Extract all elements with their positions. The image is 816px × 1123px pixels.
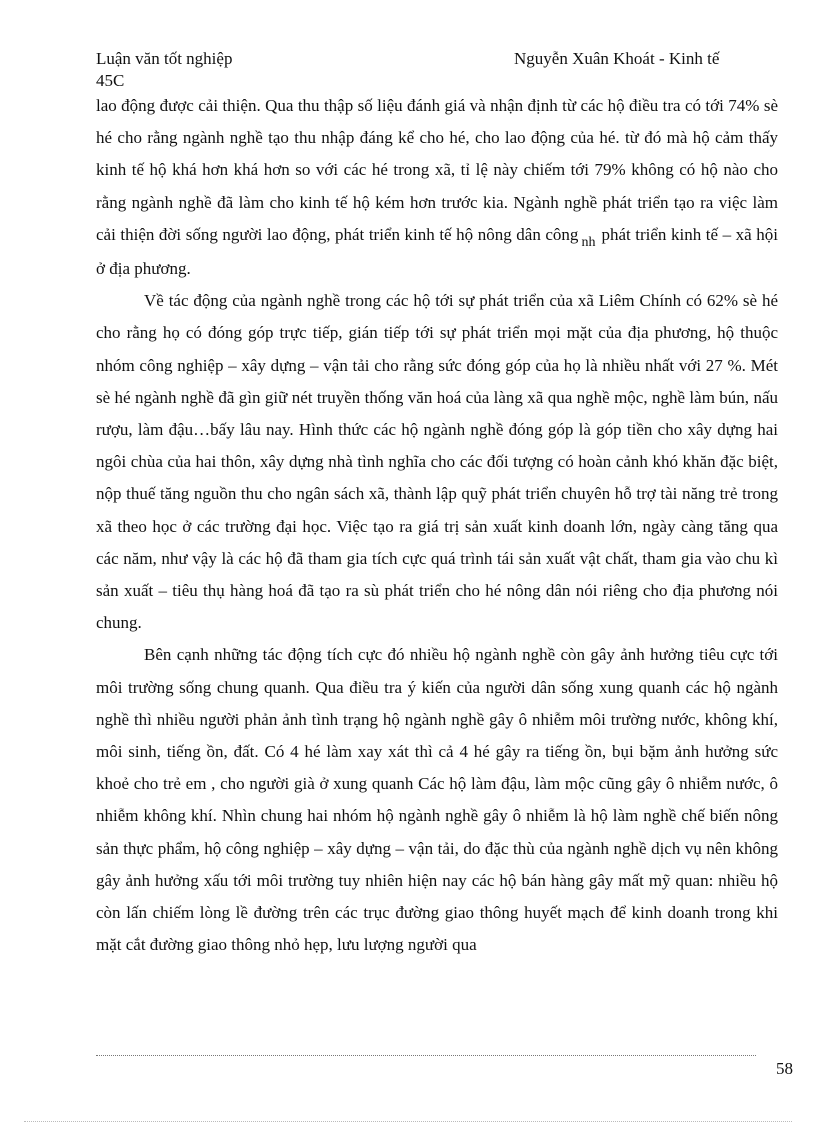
header-title-line2: 45C [96, 71, 125, 90]
page-number: 58 [776, 1059, 793, 1078]
paragraph-1 [96, 90, 778, 285]
paragraph-3: Bên cạnh những tác động tích cực đó nhiều hộ ngành nghề còn gây ảnh hưởng tiêu cực tới môi trường sống chung quanh. Qua điều tra ý kiến của người dân sống xung quanh các hộ ngành nghề thì nhiều người phản ảnh tình trạng hộ ngành nghề gây ô nhiễm môi trường nước, không khí, môi sinh, tiếng ồn, đất. Có 4 hé làm xay xát thì cả 4 hé gây ra tiếng ồn, bụi bặm ảnh hưởng sức khoẻ cho trẻ em , cho người già ở xung quanh Các hộ làm đậu, làm mộc cũng gây ô nhiễm nước, ô nhiễm không khí. Nhìn chung hai nhóm hộ ngành nghề gây ô nhiễm là hộ làm nghề chế biến nông sản thực phẩm, hộ công nghiệp – xây dựng – vận tải, do đặc thù của ngành nghề dịch vụ nên không gây ảnh hưởng xấu tới môi trường tuy nhiên hiện nay các hộ bán hàng gây mất mỹ quan: nhiều hộ còn lấn chiếm lòng lề đường trên các trục đường giao thông huyết mạch để kinh doanh trong khi mặt cắt đường giao thông nhỏ hẹp, lưu lượng người qua [96, 645, 778, 955]
page-body [96, 90, 778, 961]
page-bottom-divider [24, 1121, 792, 1122]
paragraph-1-subscript: nh [581, 234, 596, 250]
footer-divider [96, 1055, 756, 1056]
paragraph-1-text: lao động được cải thiện. Qua thu thập số liệu đánh giá và nhận định từ các hộ điều tra có tới 74% sè hé cho rằng ngành nghề tạo thu nhập đáng kể cho hé, cho lao động của hé. từ đó mà hộ cảm thấy kinh tế hộ khá hơn khá hơn so với các hé trong xã, tỉ lệ này chiếm tới 79% không có hộ nào cho rằng ngành nghề đã làm cho kinh tế hộ kém hơn trước kia. Ngành nghề phát triển tạo ra việc làm cải thiện đời sống người lao động, phát triển kinh tế hộ nông dân công [96, 96, 778, 244]
header-title-line1: Luận văn tốt nghiệp [96, 49, 233, 68]
header-author: Nguyễn Xuân Khoát - Kinh tế [514, 49, 720, 68]
paragraph-1-end: phát triển kinh tế – xã hội ở địa phương. [96, 224, 778, 279]
paragraph-2: Về tác động của ngành nghề trong các hộ tới sự phát triển của xã Liêm Chính có 62% sè hé cho rằng họ có đóng góp trực tiếp, gián tiếp tới sự phát triển mọi mặt của địa phương, hộ thuộc nhóm công nghiệp – xây dựng – vận tải cho rằng sức đóng góp của họ là nhiều nhất với 27 %. Mét sè hé ngành nghề đã gìn giữ nét truyền thống văn hoá của làng xã qua nghề mộc, nghề làm bún, nấu rượu, làm đậu…bấy lâu nay. Hình thức các hộ ngành nghề đóng góp là góp tiền cho xây dựng hai ngôi chùa của hai thôn, xây dựng nhà tình nghĩa cho các đối tượng có hoàn cảnh khó khăn đặc biệt, nộp thuế tăng nguồn thu cho ngân sách xã, thành lập quỹ phát triển chuyên hỗ trợ tài năng trẻ trong xã theo học ở các trường đại học. Việc tạo ra giá trị sản xuất kinh doanh lớn, ngày càng tăng qua các năm, như vậy là các hộ đã tham gia tích cực quá trình tái sản xuất vật chất, tham gia vào chu kì sản xuất – tiêu thụ hàng hoá đã tạo ra sù phát triển cho hé nông dân nói riêng cho địa phương nói chung. [96, 291, 778, 633]
header-title [96, 48, 232, 92]
